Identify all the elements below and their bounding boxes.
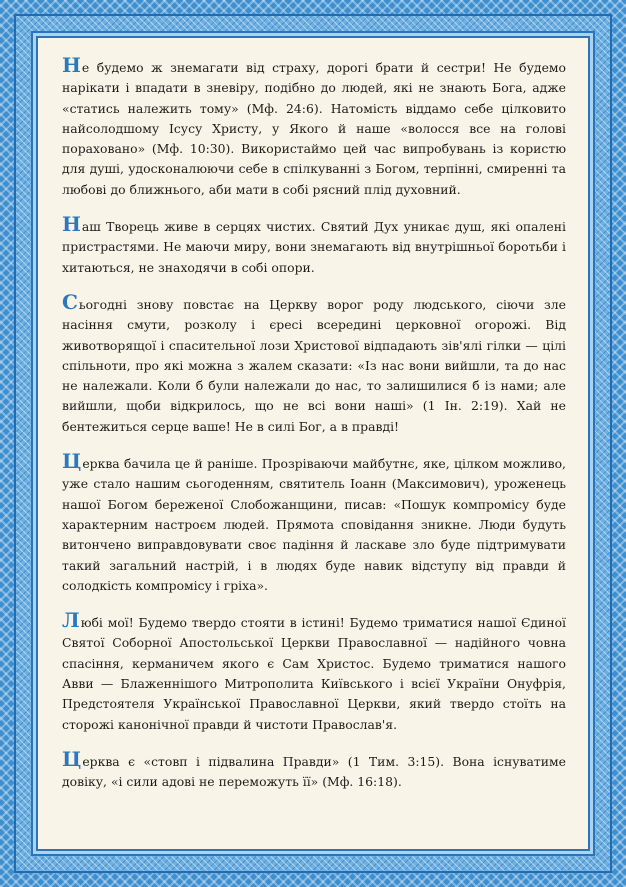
drop-initial: Н: [62, 212, 81, 237]
paragraph-text: аш Творець живе в серцях чистих. Святий Дух уникає душ, які опалені пристрастями. Не маючи миру, вони знемагають від внутрішньої боротьби і хитаються, не знаходячи в собі опори.: [62, 219, 566, 275]
paragraph-6: [62, 746, 566, 793]
paragraph-text: ерква є «стовп і підвалина Правди» (1 Тим. 3:15). Вона існуватиме довіку, «і сили адові не переможуть її» (Мф. 16:18).: [62, 753, 566, 790]
paragraph-text: е будемо ж знемагати від страху, дорогі брати й сестри! Не будемо нарікати і впадати в зневіру, подібно до людей, які не знають Бога, адже «статись належить тому» (Мф. 24:6). Натомість віддамо себе цілковито найсолодшому Ісусу Христу, у Якого й наше «волосся все на голові пораховано» (Мф. 10:30). Використаймо цей час випробувань із користю для душі, удосконалюючи себе в спілкуванні з Богом, терпінні, смиренні та любові до ближнього, аби мати в собі рясний плід духовний.: [62, 60, 566, 197]
paragraph-text: ерква бачила це й раніше. Прозріваючи майбутнє, яке, цілком можливо, уже стало нашим сьогоденням, святитель Іоанн (Максимович), уроженець нашої Богом береженої Слобожанщини, писав: «Пошук компромісу буде характерним настроєм людей. Прямота сповідання зникне. Люди будуть витончено виправдовувати своє падіння й ласкаве зло буде підтримувати такий загальний настрій, і в людях буде навик відступу від правди й солодкість компромісу і гріха».: [62, 456, 566, 593]
text-panel: [36, 36, 590, 851]
drop-initial: Ц: [62, 746, 82, 771]
document-body: [62, 53, 566, 810]
drop-initial: С: [62, 289, 78, 314]
paragraph-1: [62, 53, 566, 200]
paragraph-4: [62, 449, 566, 596]
paragraph-2: [62, 212, 566, 278]
drop-initial: Н: [62, 53, 81, 77]
paragraph-5: [62, 608, 566, 735]
drop-initial: Л: [62, 608, 80, 633]
paragraph-text: юбі мої! Будемо твердо стояти в істині! Будемо триматися нашої Єдиної Святої Соборної Апостольської Церкви Православної — надійного човна спасіння, керманичем якого є Сам Христос. Будемо триматися нашого Авви — Блаженнішого Митрополита Київського і всієї України Онуфрія, Предстоятеля Української Православної Церкви, який твердо стоїть на сторожі канонічної правди й чистоти Православ'я.: [62, 615, 566, 732]
paragraph-text: ьогодні знову повстає на Церкву ворог роду людського, сіючи зле насіння смути, розколу і єресі всередині церковної огорожі. Від животворящої і спасительної лози Христової відпадають зів'ялі гілки — цілі спільноти, про які можна з жалем сказати: «Із нас вони вийшли, та до нас не належали. Коли б були належали до нас, то залишилися б із нами; але вийшли, щоби відкрилось, що не всі вони наші» (1 Ін. 2:19). Хай не бентежиться серце ваше! Не в силі Бог, а в правді!: [62, 296, 566, 434]
drop-initial: Ц: [62, 449, 82, 474]
paragraph-3: [62, 289, 566, 437]
